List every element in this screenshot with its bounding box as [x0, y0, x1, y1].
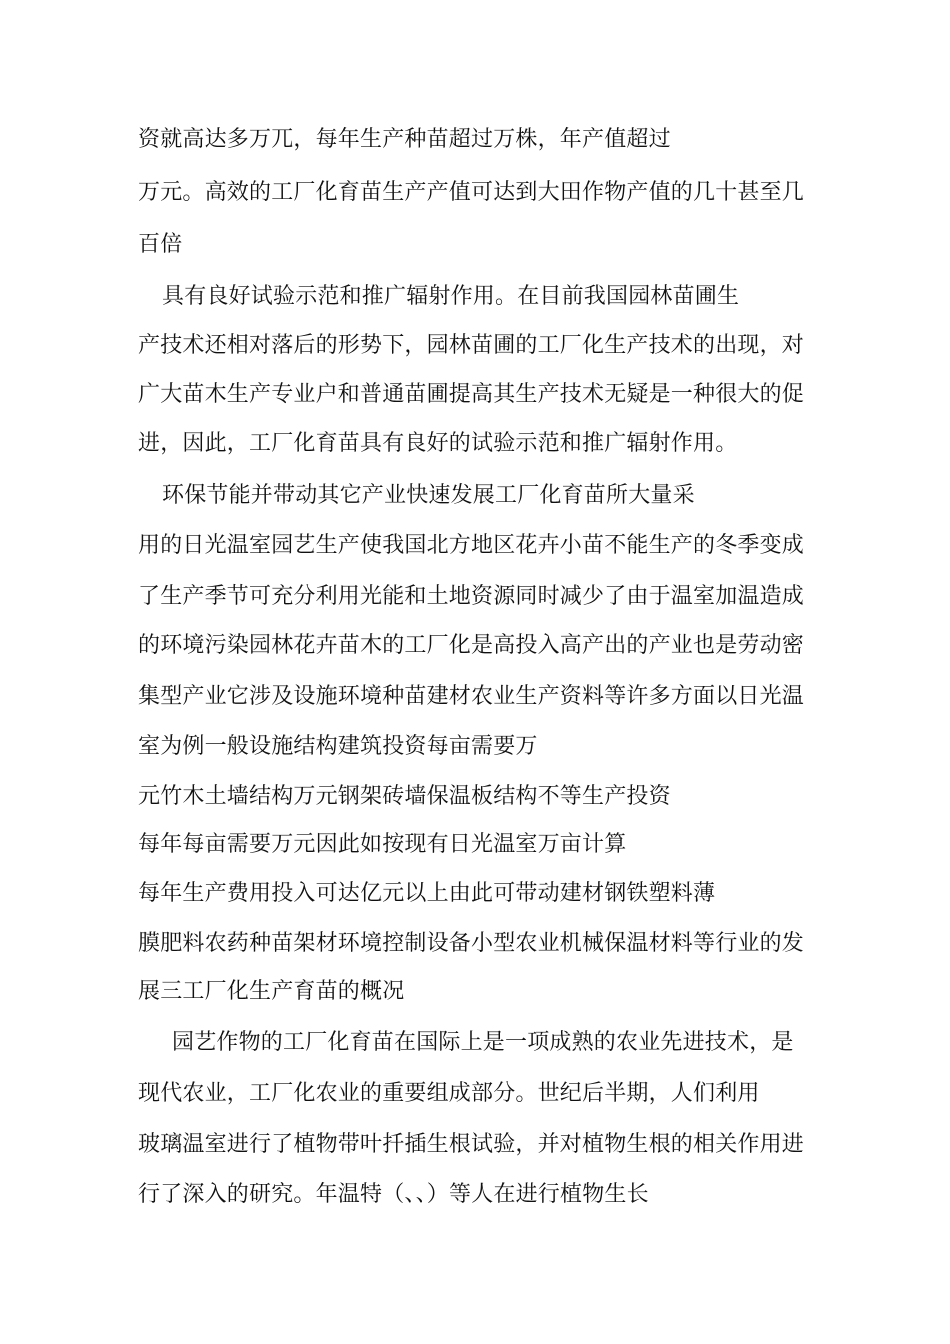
text-line-5: 产技术还相对落后的形势下，园林苗圃的工厂化生产技术的出现，对 [138, 333, 805, 358]
text-line-4: 具有良好试验示范和推广辐射作用。在目前我国园林苗圃生 [162, 284, 740, 309]
text-line-11: 的环境污染园林花卉苗木的工厂化是高投入高产出的产业也是劳动密 [138, 633, 805, 658]
text-line-8: 环保节能并带动其它产业快速发展工厂化育苗所大量采 [162, 483, 695, 508]
text-line-16: 每年生产费用投入可达亿元以上由此可带动建材钢铁塑料薄 [138, 881, 716, 906]
text-line-14: 元竹木土墙结构万元钢架砖墙保温板结构不等生产投资 [138, 784, 671, 809]
text-line-10: 了生产季节可充分利用光能和土地资源同时减少了由于温室加温造成 [138, 584, 805, 609]
text-line-20: 现代农业，工厂化农业的重要组成部分。世纪后半期，人们利用 [138, 1081, 760, 1106]
text-line-15: 每年每亩需要万元因此如按现有日光温室万亩计算 [138, 832, 627, 857]
text-line-17: 膜肥料农药种苗架材环境控制设备小型农业机械保温材料等行业的发 [138, 931, 805, 956]
text-line-7: 进，因此，工厂化育苗具有良好的试验示范和推广辐射作用。 [138, 431, 738, 456]
text-line-1: 资就高达多万兀，每年生产种苗超过万株，年产值超过 [138, 127, 671, 152]
text-line-13: 室为例一般设施结构建筑投资每亩需要万 [138, 734, 538, 759]
text-line-19: 园艺作物的工厂化育苗在国际上是一项成熟的农业先进技术，是 [172, 1030, 794, 1055]
text-line-9: 用的日光温室园艺生产使我国北方地区花卉小苗不能生产的冬季变成 [138, 533, 805, 558]
text-line-6: 广大苗木生产专业户和普通苗圃提高其生产技术无疑是一种很大的促 [138, 382, 805, 407]
text-line-21: 玻璃温室进行了植物带叶扦插生根试验，并对植物生根的相关作用进 [138, 1132, 805, 1157]
text-line-22: 行了深入的研究。年温特（、、）等人在进行植物生长 [138, 1182, 649, 1207]
text-line-12: 集型产业它涉及设施环境种苗建材农业生产资料等许多方面以日光温 [138, 684, 805, 709]
text-line-3: 百倍 [138, 232, 183, 257]
section-heading: 展三工厂化生产育苗的概况 [138, 979, 405, 1004]
text-line-2: 万元。高效的工厂化育苗生产产值可达到大田作物产值的几十甚至几 [138, 180, 805, 205]
